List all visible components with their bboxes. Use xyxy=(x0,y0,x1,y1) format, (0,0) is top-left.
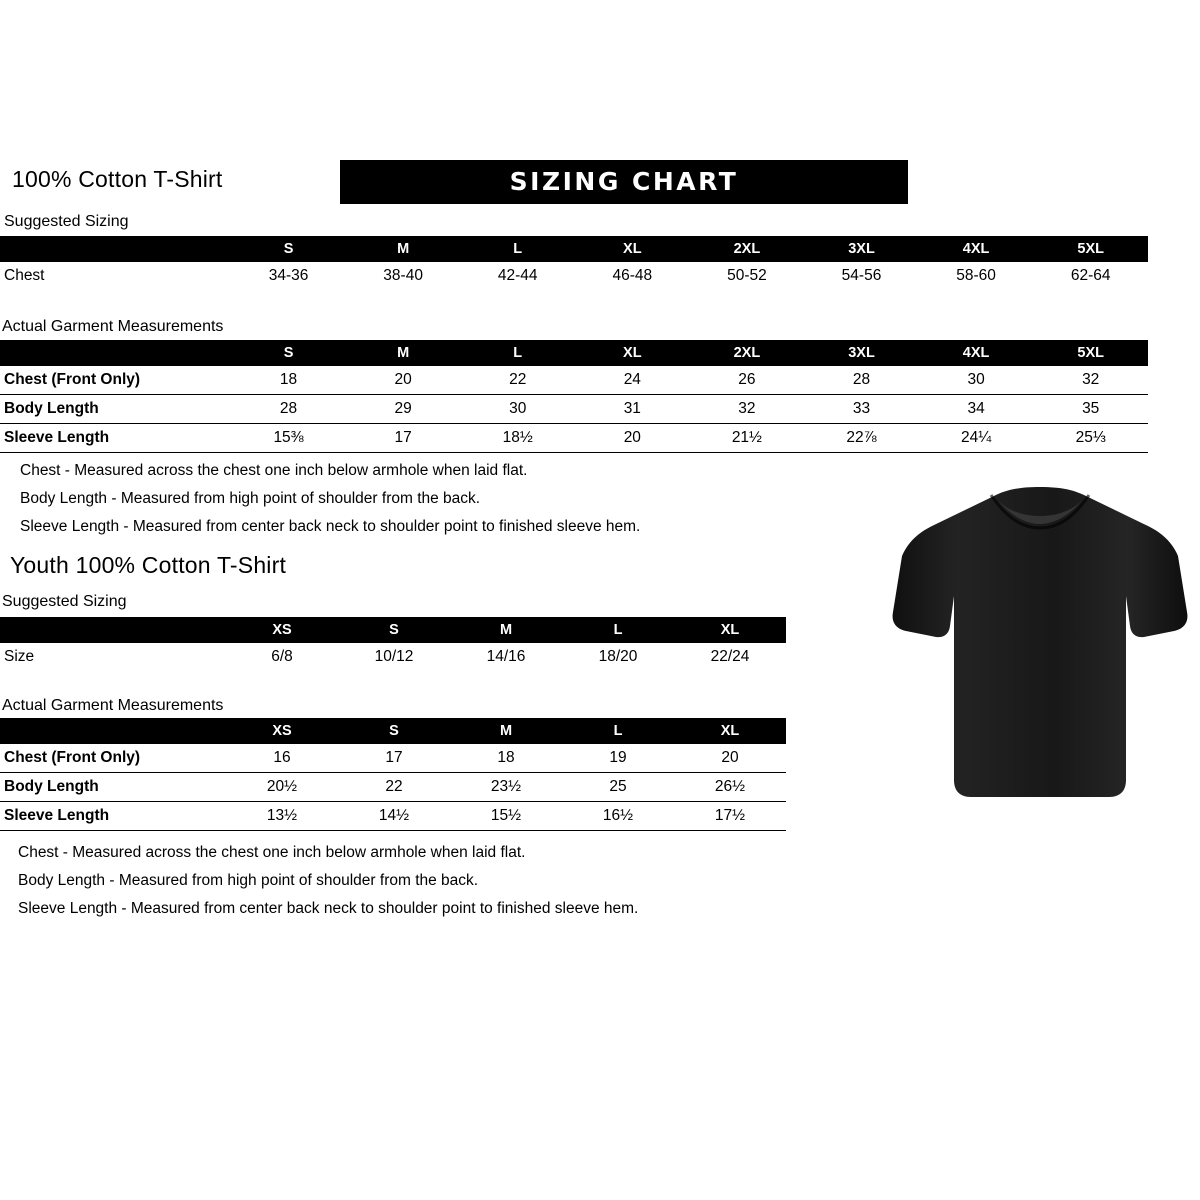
cell: 62-64 xyxy=(1070,267,1111,284)
cell: 25⅓ xyxy=(1033,424,1148,453)
row-label: Sleeve Length xyxy=(0,424,231,453)
adult-note-body-length: Body Length - Measured from high point of shoulder from the back. xyxy=(20,490,481,507)
row-label: Size xyxy=(4,648,35,665)
col-header: 3XL xyxy=(848,345,875,361)
cell: 32 xyxy=(690,395,805,424)
table-header-row xyxy=(0,617,786,643)
youth-suggested-sizing-table xyxy=(0,617,786,671)
table-header-row xyxy=(0,340,1148,366)
col-header xyxy=(0,340,231,366)
adult-actual-measurements-table xyxy=(0,340,1148,453)
cell: 21½ xyxy=(690,424,805,453)
col-header: L xyxy=(513,241,523,257)
cell: 30 xyxy=(460,395,575,424)
row-label: Chest (Front Only) xyxy=(0,366,231,395)
cell: 14½ xyxy=(338,802,450,831)
row-label: Chest xyxy=(4,267,45,284)
table-row xyxy=(0,366,1148,395)
adult-suggested-sizing-table xyxy=(0,236,1148,290)
adult-section-title: 100% Cotton T-Shirt xyxy=(12,166,223,192)
cell: 22⅞ xyxy=(804,424,919,453)
adult-note-sleeve-length: Sleeve Length - Measured from center back neck to shoulder point to finished sleeve hem. xyxy=(20,518,641,535)
col-header: L xyxy=(513,345,523,361)
table-row xyxy=(0,643,786,671)
cell: 24 xyxy=(575,366,690,395)
adult-note-chest: Chest - Measured across the chest one inch below armhole when laid flat. xyxy=(20,462,528,479)
col-header: S xyxy=(283,241,294,257)
col-header: S xyxy=(389,622,399,638)
col-header: XS xyxy=(272,622,292,638)
col-header: L xyxy=(613,622,623,638)
cell: 26 xyxy=(690,366,805,395)
youth-note-body-length: Body Length - Measured from high point of shoulder from the back. xyxy=(18,872,479,889)
row-label: Body Length xyxy=(0,395,231,424)
cell: 18 xyxy=(450,744,562,773)
col-header xyxy=(0,617,226,643)
adult-actual-measurements-label: Actual Garment Measurements xyxy=(2,318,224,335)
tshirt-illustration xyxy=(890,480,1190,810)
table-row xyxy=(0,424,1148,453)
table-header-row xyxy=(0,236,1148,262)
cell: 33 xyxy=(804,395,919,424)
col-header: XL xyxy=(623,345,642,361)
cell: 18½ xyxy=(460,424,575,453)
cell: 23½ xyxy=(450,773,562,802)
cell: 58-60 xyxy=(956,267,996,284)
col-header: L xyxy=(613,723,623,739)
table-row xyxy=(0,395,1148,424)
cell: 17½ xyxy=(674,802,786,831)
cell: 16½ xyxy=(562,802,674,831)
col-header xyxy=(0,718,226,744)
col-header: 4XL xyxy=(962,345,990,361)
col-header: XL xyxy=(720,622,740,638)
cell: 16 xyxy=(226,744,338,773)
youth-actual-measurements-label: Actual Garment Measurements xyxy=(2,697,224,714)
cell: 29 xyxy=(346,395,461,424)
sizing-chart-banner-label: SIZING CHART xyxy=(509,167,739,196)
col-header: XS xyxy=(272,723,292,739)
row-label: Sleeve Length xyxy=(0,802,226,831)
col-header: M xyxy=(397,345,410,361)
col-header: M xyxy=(499,622,513,638)
cell: 14/16 xyxy=(486,648,526,665)
col-header: 5XL xyxy=(1077,241,1104,257)
adult-suggested-sizing-label: Suggested Sizing xyxy=(4,213,129,230)
col-header: M xyxy=(397,241,410,257)
cell: 15⅜ xyxy=(231,424,346,453)
cell: 26½ xyxy=(674,773,786,802)
cell: 20 xyxy=(674,744,786,773)
cell: 28 xyxy=(804,366,919,395)
table-row xyxy=(0,744,786,773)
cell: 20½ xyxy=(226,773,338,802)
cell: 32 xyxy=(1033,366,1148,395)
cell: 18 xyxy=(231,366,346,395)
col-header: 4XL xyxy=(962,241,990,257)
youth-section-title: Youth 100% Cotton T-Shirt xyxy=(10,552,287,578)
row-label: Chest (Front Only) xyxy=(0,744,226,773)
table-header-row xyxy=(0,718,786,744)
col-header: S xyxy=(389,723,399,739)
cell: 38-40 xyxy=(383,267,423,284)
cell: 46-48 xyxy=(612,267,653,284)
cell: 15½ xyxy=(450,802,562,831)
cell: 10/12 xyxy=(374,648,414,665)
col-header: 5XL xyxy=(1077,345,1104,361)
cell: 31 xyxy=(575,395,690,424)
cell: 22 xyxy=(338,773,450,802)
cell: 22/24 xyxy=(710,648,750,665)
youth-suggested-sizing-label: Suggested Sizing xyxy=(2,593,127,610)
cell: 19 xyxy=(562,744,674,773)
cell: 17 xyxy=(338,744,450,773)
table-row xyxy=(0,802,786,831)
cell: 34-36 xyxy=(268,267,309,284)
col-header: M xyxy=(499,723,513,739)
cell: 22 xyxy=(460,366,575,395)
youth-note-sleeve-length: Sleeve Length - Measured from center back neck to shoulder point to finished sleeve hem. xyxy=(18,900,639,917)
cell: 20 xyxy=(575,424,690,453)
col-header: XL xyxy=(720,723,740,739)
cell: 17 xyxy=(346,424,461,453)
col-header xyxy=(0,236,231,262)
cell: 28 xyxy=(231,395,346,424)
youth-actual-measurements-table xyxy=(0,718,786,831)
col-header: S xyxy=(283,345,294,361)
youth-note-chest: Chest - Measured across the chest one inch below armhole when laid flat. xyxy=(18,844,526,861)
cell: 18/20 xyxy=(598,648,638,665)
col-header: XL xyxy=(623,241,642,257)
cell: 6/8 xyxy=(271,648,293,665)
cell: 42-44 xyxy=(497,267,538,284)
cell: 34 xyxy=(919,395,1034,424)
cell: 30 xyxy=(919,366,1034,395)
cell: 35 xyxy=(1033,395,1148,424)
cell: 13½ xyxy=(226,802,338,831)
cell: 54-56 xyxy=(841,267,882,284)
col-header: 2XL xyxy=(733,241,761,257)
sizing-chart-banner xyxy=(340,160,908,204)
cell: 50-52 xyxy=(727,267,767,284)
table-row xyxy=(0,773,786,802)
row-label: Body Length xyxy=(0,773,226,802)
cell: 20 xyxy=(346,366,461,395)
cell: 25 xyxy=(562,773,674,802)
col-header: 2XL xyxy=(733,345,761,361)
col-header: 3XL xyxy=(848,241,875,257)
table-row xyxy=(0,262,1148,290)
cell: 24¼ xyxy=(919,424,1034,453)
